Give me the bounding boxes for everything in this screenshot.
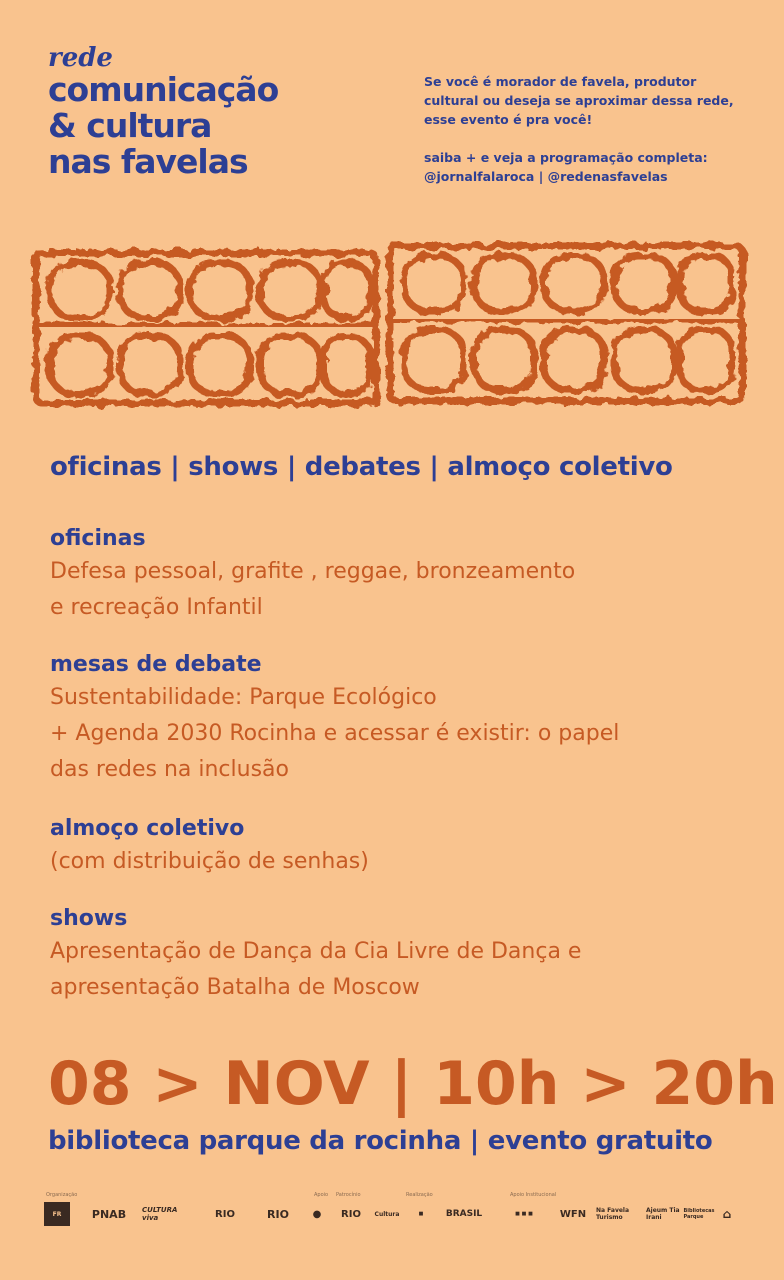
vale-rio-logo: RIO [267,1207,289,1221]
intro-text [424,72,744,186]
sponsor-group-label: Organização [46,1192,78,1198]
brick-wall-illustration [28,218,756,418]
section-body-line: + Agenda 2030 Rocinha e acessar é existir: o papel [50,721,620,746]
section-title: oficinas [50,526,146,551]
sponsor-group-label: Apoio [314,1192,329,1198]
section-body-line: apresentação Batalha de Moscow [50,975,420,1000]
governo-brasil-logo: BRASIL [445,1209,483,1219]
section-body-line: Defesa pessoal, grafite , reggae, bronzeamento [50,559,576,584]
section-title: shows [50,906,128,931]
cultura-logo: Cultura [374,1210,400,1218]
event-tagline: oficinas | shows | debates | almoço coletivo [50,452,673,482]
bibliotecas-parque-logo: Bibliotecas Parque [683,1208,715,1220]
brand-rede: rede [48,43,113,73]
institutional-logo: ■ ■ ■ [515,1211,533,1217]
section-body-line: Sustentabilidade: Parque Ecológico [50,685,437,710]
cultura-viva-logo: CULTURA viva [142,1206,178,1222]
house-icon: ⌂ [722,1207,732,1221]
rio-logo: RIO [215,1208,235,1220]
intro-paragraph: Se você é morador de favela, produtor cultural ou deseja se aproximar dessa rede, esse evento é pra você! [424,74,734,127]
section-mesas-de-debate [50,650,750,788]
event-brand [48,44,278,180]
pnab-logo: PNAB [91,1207,127,1221]
brand-line-1: comunicação [48,70,279,109]
intro-handles[interactable]: @jornalfalaroca | @redenasfavelas [424,169,668,184]
event-venue: biblioteca parque da rocinha | evento gratuito [48,1126,713,1156]
sponsor-group-label: Patrocínio [336,1192,361,1198]
section-body-line: das redes na inclusão [50,757,289,782]
event-date-time: 08 > NOV | 10h > 20h [48,1049,778,1119]
pin-icon: ● [312,1208,322,1220]
na-favela-turismo-logo: Na Favela Turismo [596,1207,630,1221]
section-body-line: Apresentação de Dança da Cia Livre de Dança e [50,939,582,964]
section-title: almoço coletivo [50,816,245,841]
prefeitura-rio-logo: RIO [341,1208,361,1220]
sponsor-strip [44,1192,744,1232]
falaroca-logo: FR [44,1202,70,1226]
section-title: mesas de debate [50,652,262,677]
section-body-line: (com distribuição de senhas) [50,849,369,874]
section-shows [50,904,750,1006]
section-almoco-coletivo [50,814,750,880]
brand-line-3: nas favelas [48,142,248,181]
brand-line-2: & cultura [48,106,212,145]
ajeum-tia-irani-logo: Ajeum Tia Irani [646,1207,680,1221]
sponsor-group-label: Realização [406,1192,433,1198]
intro-more: saiba + e veja a programação completa: [424,150,708,165]
section-oficinas [50,524,750,626]
ministerio-cultura-logo: ■ [418,1211,424,1217]
sponsor-group-label: Apoio Institucional [510,1192,557,1198]
wfn-logo: WFN [559,1208,587,1220]
section-body-line: e recreação Infantil [50,595,263,620]
